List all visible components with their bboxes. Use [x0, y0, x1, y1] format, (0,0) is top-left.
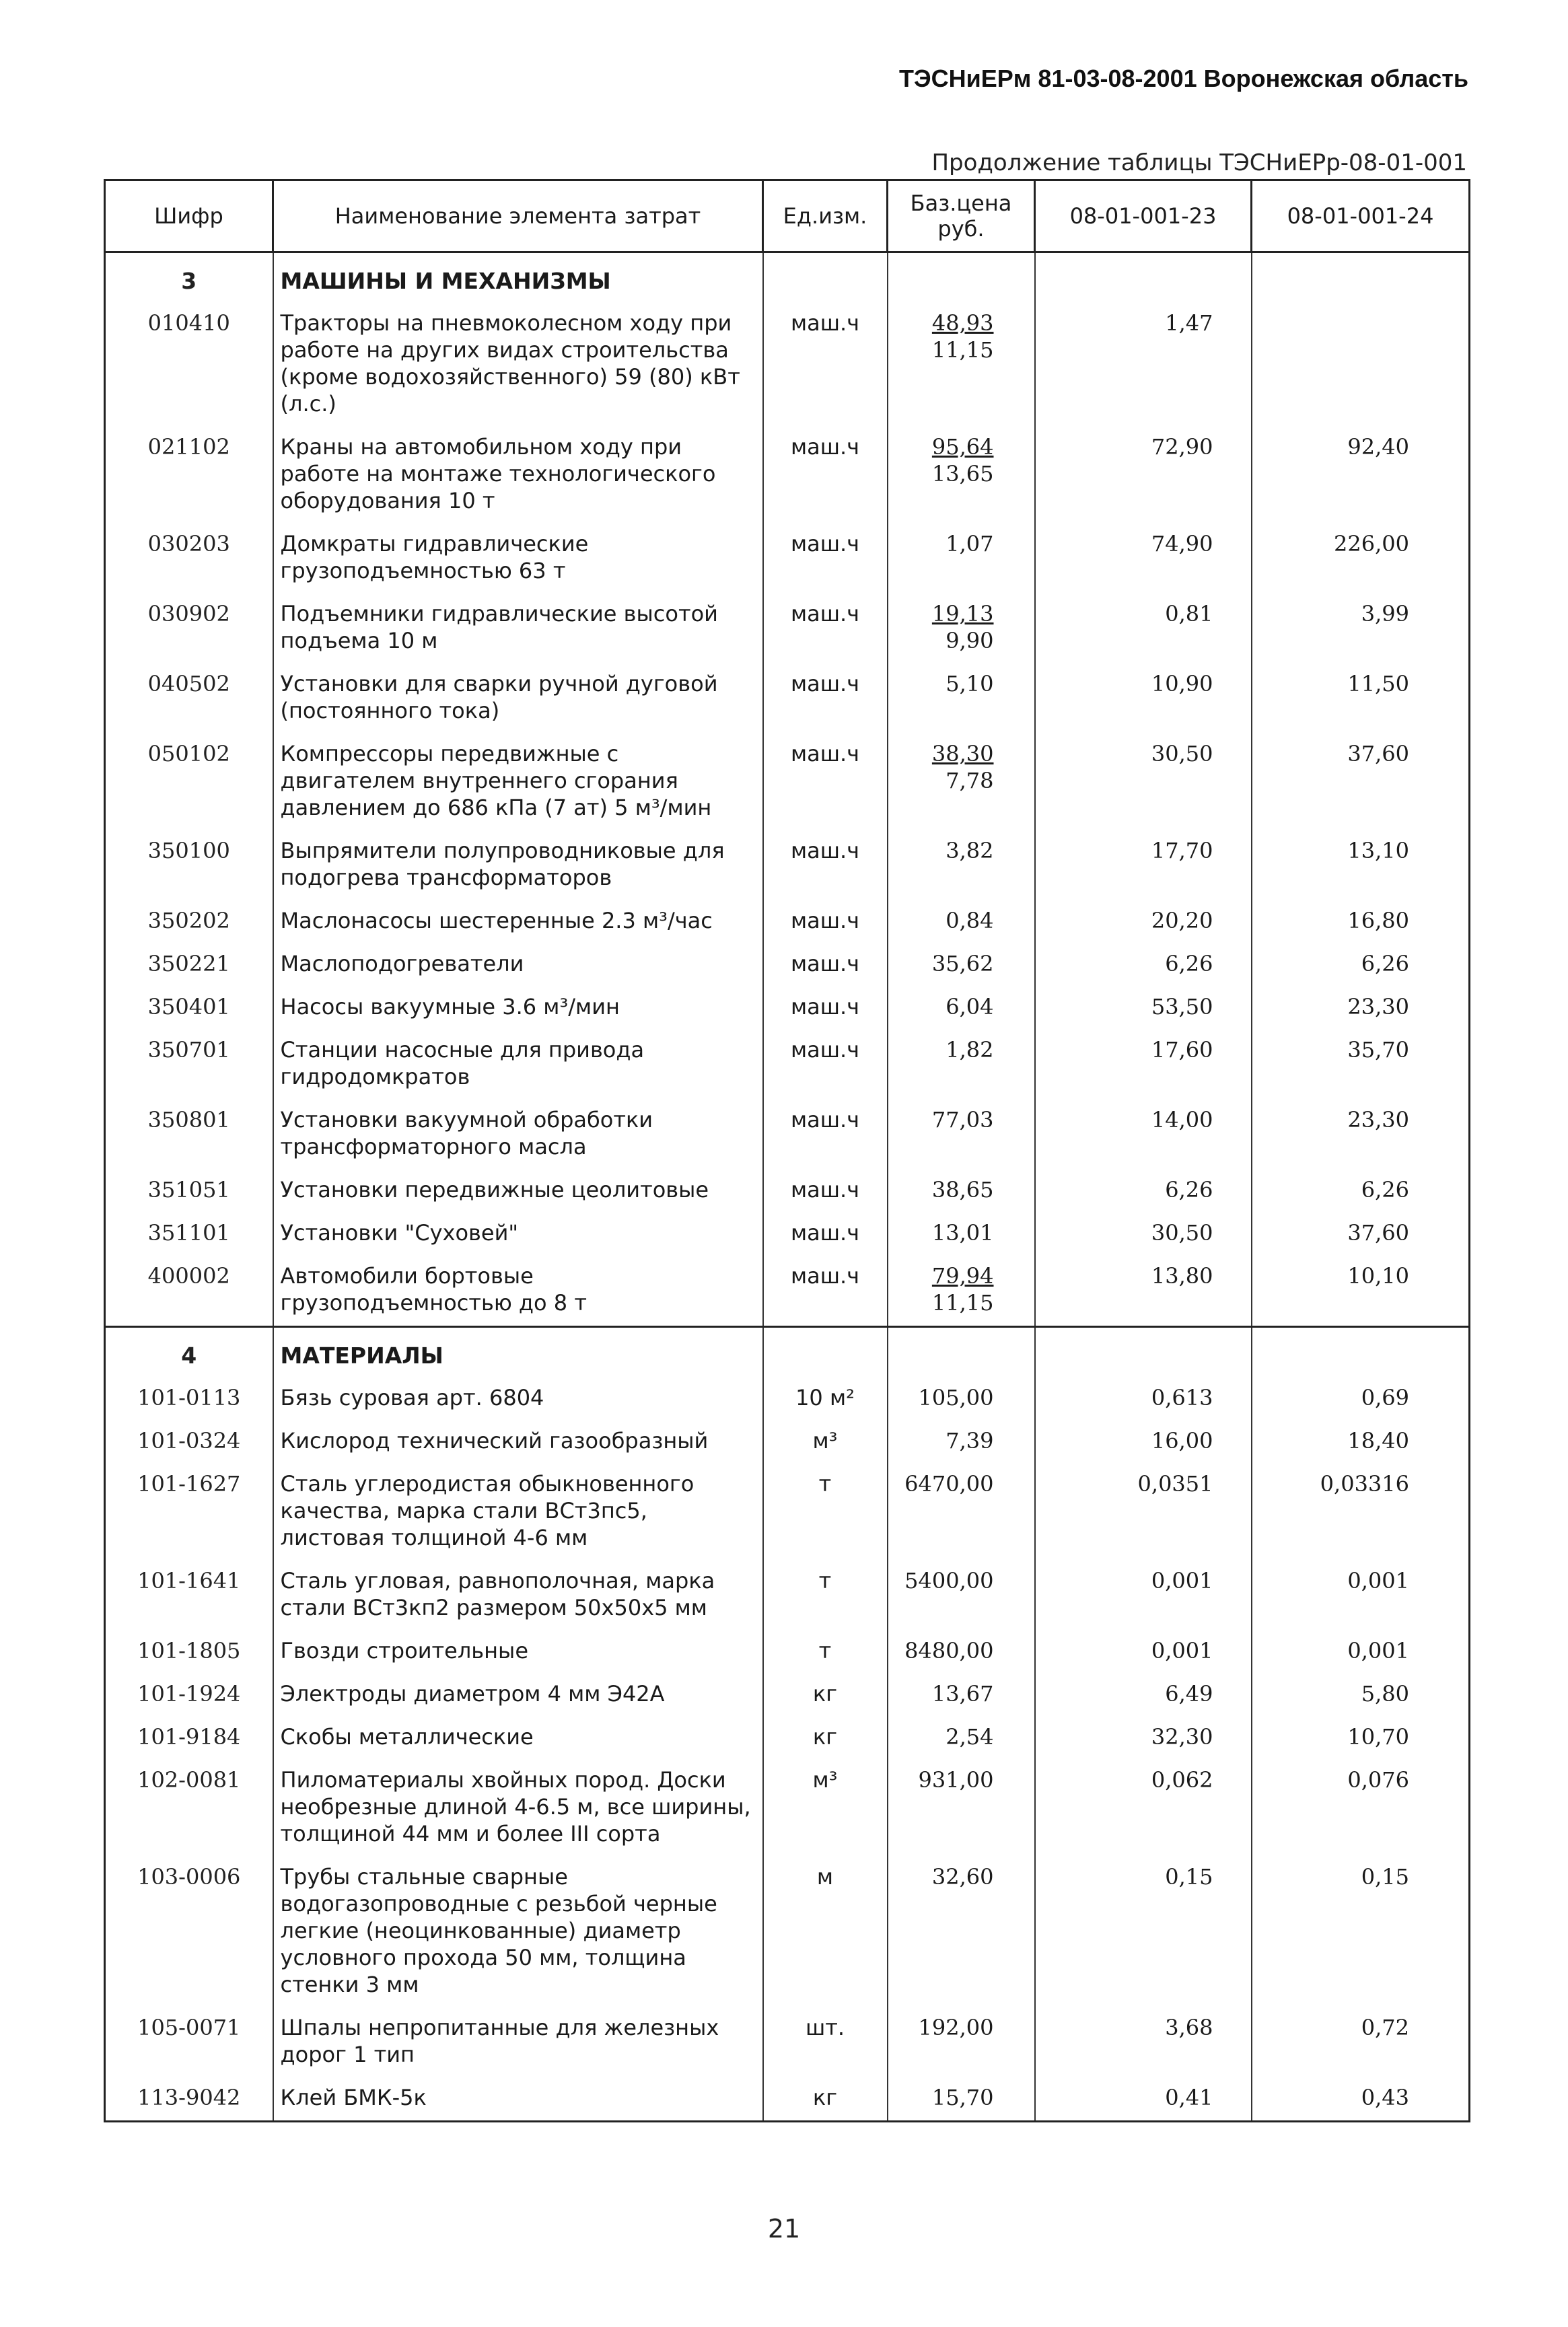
column-header-rate-23: 08-01-001-23: [1035, 180, 1252, 252]
price-value: 15,70: [931, 2085, 994, 2110]
table-row: [105, 2007, 1470, 2077]
cell-rate-24: 0,43: [1252, 2077, 1470, 2122]
cell-rate-23: 0,0351: [1035, 1464, 1252, 1561]
cell-name: Маслоподогреватели: [273, 943, 763, 987]
cell-name: Установки для сварки ручной дуговой (постоянного тока): [273, 664, 763, 733]
cell-unit: маш.ч: [763, 900, 888, 943]
table-row: [105, 1464, 1470, 1561]
cell-rate-23: 72,90: [1035, 427, 1252, 524]
section-empty-cell: [1035, 252, 1252, 303]
cell-rate-23: 6,26: [1035, 1170, 1252, 1213]
cost-table: [104, 179, 1470, 2122]
cell-code: 101-1627: [105, 1464, 273, 1561]
cell-rate-24: 0,69: [1252, 1377, 1470, 1421]
cell-code: 350401: [105, 987, 273, 1030]
cell-price: [888, 1857, 1035, 2007]
cell-unit: маш.ч: [763, 987, 888, 1030]
cell-rate-24: 92,40: [1252, 427, 1470, 524]
section-empty-cell: [1252, 1327, 1470, 1378]
cell-code: 400002: [105, 1256, 273, 1327]
cell-rate-23: 0,41: [1035, 2077, 1252, 2122]
cell-code: 351101: [105, 1213, 273, 1256]
cell-rate-23: 0,001: [1035, 1631, 1252, 1674]
cell-name: Сталь угловая, равнополочная, марка стали ВСт3кп2 размером 50x50x5 мм: [273, 1561, 763, 1631]
cell-rate-23: 14,00: [1035, 1100, 1252, 1170]
price-value: 95,64: [931, 434, 994, 460]
cell-unit: шт.: [763, 2007, 888, 2077]
cell-name: Автомобили бортовые грузоподъемностью до 8 т: [273, 1256, 763, 1327]
cell-name: Трубы стальные сварные водогазопроводные с резьбой черные легкие (неоцинкованные) диаметр условного прохода 50 мм, толщина стенки 3 мм: [273, 1857, 763, 2007]
cell-code: 101-1805: [105, 1631, 273, 1674]
cell-name: Пиломатериалы хвойных пород. Доски необрезные длиной 4-6.5 м, все ширины, толщиной 44 мм и более III сорта: [273, 1760, 763, 1857]
price-value: 931,00: [918, 1767, 994, 1793]
cell-rate-23: 0,15: [1035, 1857, 1252, 2007]
cell-price: [888, 1464, 1035, 1561]
column-header-code: Шифр: [105, 180, 273, 252]
cell-price: [888, 1170, 1035, 1213]
price-wage-value: 11,15: [931, 337, 994, 363]
table-row: [105, 830, 1470, 900]
cell-rate-23: 0,001: [1035, 1561, 1252, 1631]
table-row: [105, 1213, 1470, 1256]
price-wage-value: 9,90: [946, 628, 994, 653]
price-value: 77,03: [931, 1107, 994, 1133]
cell-rate-23: 0,613: [1035, 1377, 1252, 1421]
cell-name: Гвозди строительные: [273, 1631, 763, 1674]
cell-code: 105-0071: [105, 2007, 273, 2077]
cell-code: 350202: [105, 900, 273, 943]
cell-price: [888, 1213, 1035, 1256]
section-empty-cell: [1035, 1327, 1252, 1378]
cell-unit: маш.ч: [763, 943, 888, 987]
cell-unit: кг: [763, 2077, 888, 2122]
section-title: МАТЕРИАЛЫ: [273, 1327, 763, 1378]
cell-rate-24: 3,99: [1252, 594, 1470, 664]
table-row: [105, 900, 1470, 943]
cell-price: [888, 1760, 1035, 1857]
cell-unit: м³: [763, 1760, 888, 1857]
cell-unit: маш.ч: [763, 664, 888, 733]
table-header-row: [105, 180, 1470, 252]
cell-rate-23: 32,30: [1035, 1717, 1252, 1760]
cell-rate-23: 3,68: [1035, 2007, 1252, 2077]
table-body: [105, 252, 1470, 2122]
price-value: 105,00: [918, 1385, 994, 1410]
cell-rate-23: 13,80: [1035, 1256, 1252, 1327]
section-empty-cell: [763, 252, 888, 303]
cell-unit: маш.ч: [763, 1213, 888, 1256]
column-header-name: Наименование элемента затрат: [273, 180, 763, 252]
cell-rate-24: 37,60: [1252, 733, 1470, 830]
cell-price: [888, 427, 1035, 524]
cell-rate-24: 10,10: [1252, 1256, 1470, 1327]
cell-code: 030203: [105, 524, 273, 594]
cell-price: [888, 524, 1035, 594]
cell-price: [888, 987, 1035, 1030]
cell-code: 030902: [105, 594, 273, 664]
price-value: 19,13: [931, 601, 994, 626]
table-row: [105, 1100, 1470, 1170]
cell-rate-24: 37,60: [1252, 1213, 1470, 1256]
cell-price: [888, 733, 1035, 830]
cell-price: [888, 2077, 1035, 2122]
cell-unit: маш.ч: [763, 524, 888, 594]
table-row: [105, 1674, 1470, 1717]
cell-rate-24: 6,26: [1252, 943, 1470, 987]
cell-name: Установки передвижные цеолитовые: [273, 1170, 763, 1213]
table-row: [105, 664, 1470, 733]
cell-unit: т: [763, 1631, 888, 1674]
price-value: 1,07: [946, 531, 994, 557]
cell-rate-23: 0,81: [1035, 594, 1252, 664]
cell-code: 350801: [105, 1100, 273, 1170]
cell-code: 101-0324: [105, 1421, 273, 1464]
cell-rate-24: 11,50: [1252, 664, 1470, 733]
cell-code: 103-0006: [105, 1857, 273, 2007]
cell-unit: маш.ч: [763, 1100, 888, 1170]
cell-name: Домкраты гидравлические грузоподъемностью 63 т: [273, 524, 763, 594]
cell-price: [888, 594, 1035, 664]
cell-name: Клей БМК-5к: [273, 2077, 763, 2122]
price-value: 38,30: [931, 741, 994, 766]
cell-name: Бязь суровая арт. 6804: [273, 1377, 763, 1421]
cell-price: [888, 1717, 1035, 1760]
cell-price: [888, 1631, 1035, 1674]
cell-price: [888, 1561, 1035, 1631]
cell-name: Шпалы непропитанные для железных дорог 1 тип: [273, 2007, 763, 2077]
table-row: [105, 1170, 1470, 1213]
table-row: [105, 1561, 1470, 1631]
cell-price: [888, 1256, 1035, 1327]
cell-code: 350701: [105, 1030, 273, 1100]
price-value: 79,94: [931, 1263, 994, 1289]
price-value: 5400,00: [904, 1568, 994, 1594]
cell-unit: маш.ч: [763, 1030, 888, 1100]
cell-name: Выпрямители полупроводниковые для подогрева трансформаторов: [273, 830, 763, 900]
price-value: 32,60: [931, 1864, 994, 1890]
cell-rate-24: 226,00: [1252, 524, 1470, 594]
cell-unit: маш.ч: [763, 427, 888, 524]
cell-rate-24: 18,40: [1252, 1421, 1470, 1464]
cell-rate-24: 10,70: [1252, 1717, 1470, 1760]
document-header: ТЭСНиЕРм 81-03-08-2001 Воронежская область: [899, 65, 1468, 92]
cell-rate-23: 30,50: [1035, 1213, 1252, 1256]
price-value: 192,00: [918, 2015, 994, 2040]
cell-name: Установки вакуумной обработки трансформаторного масла: [273, 1100, 763, 1170]
section-empty-cell: [888, 252, 1035, 303]
cell-unit: маш.ч: [763, 303, 888, 427]
section-row: [105, 252, 1470, 303]
cell-unit: кг: [763, 1717, 888, 1760]
cell-name: Краны на автомобильном ходу при работе на монтаже технологического оборудования 10 т: [273, 427, 763, 524]
cell-code: 050102: [105, 733, 273, 830]
table-row: [105, 1256, 1470, 1327]
price-value: 13,67: [931, 1681, 994, 1707]
cell-rate-23: 30,50: [1035, 733, 1252, 830]
cell-name: Сталь углеродистая обыкновенного качества, марка стали ВСт3пс5, листовая толщиной 4-6 мм: [273, 1464, 763, 1561]
cell-name: Станции насосные для привода гидродомкратов: [273, 1030, 763, 1100]
cell-unit: м: [763, 1857, 888, 2007]
cell-price: [888, 1674, 1035, 1717]
table-row: [105, 943, 1470, 987]
table-row: [105, 303, 1470, 427]
price-wage-value: 13,65: [931, 461, 994, 487]
table-row: [105, 1717, 1470, 1760]
table-row: [105, 524, 1470, 594]
cell-rate-24: 23,30: [1252, 1100, 1470, 1170]
table-row: [105, 1377, 1470, 1421]
cell-code: 101-1924: [105, 1674, 273, 1717]
cell-name: Установки "Суховей": [273, 1213, 763, 1256]
section-empty-cell: [1252, 252, 1470, 303]
cell-code: 101-9184: [105, 1717, 273, 1760]
cell-rate-24: 0,15: [1252, 1857, 1470, 2007]
cell-rate-24: 0,03316: [1252, 1464, 1470, 1561]
cell-name: Маслонасосы шестеренные 2.3 м³/час: [273, 900, 763, 943]
section-title: МАШИНЫ И МЕХАНИЗМЫ: [273, 252, 763, 303]
price-value: 7,39: [946, 1428, 994, 1454]
table-row: [105, 1857, 1470, 2007]
table-row: [105, 594, 1470, 664]
cell-unit: маш.ч: [763, 1170, 888, 1213]
cell-code: 351051: [105, 1170, 273, 1213]
cell-rate-23: 17,60: [1035, 1030, 1252, 1100]
cell-rate-23: 17,70: [1035, 830, 1252, 900]
cell-code: 350100: [105, 830, 273, 900]
section-empty-cell: [888, 1327, 1035, 1378]
cell-unit: маш.ч: [763, 733, 888, 830]
price-value: 48,93: [931, 310, 994, 336]
column-header-price: Баз.цена руб.: [888, 180, 1035, 252]
cell-unit: 10 м²: [763, 1377, 888, 1421]
table-row: [105, 987, 1470, 1030]
cell-price: [888, 1030, 1035, 1100]
price-value: 1,82: [946, 1037, 994, 1063]
cell-unit: т: [763, 1561, 888, 1631]
cell-unit: кг: [763, 1674, 888, 1717]
cell-rate-24: 13,10: [1252, 830, 1470, 900]
table-row: [105, 1760, 1470, 1857]
cell-unit: маш.ч: [763, 830, 888, 900]
cell-price: [888, 664, 1035, 733]
price-value: 8480,00: [904, 1638, 994, 1663]
cell-rate-24: 23,30: [1252, 987, 1470, 1030]
section-number: 4: [105, 1327, 273, 1378]
price-wage-value: 7,78: [946, 768, 994, 793]
cell-name: Кислород технический газообразный: [273, 1421, 763, 1464]
table-row: [105, 2077, 1470, 2122]
price-value: 0,84: [946, 908, 994, 933]
table-caption: Продолжение таблицы ТЭСНиЕРр-08-01-001: [931, 149, 1467, 176]
cell-rate-24: [1252, 303, 1470, 427]
cell-code: 101-1641: [105, 1561, 273, 1631]
cell-price: [888, 1421, 1035, 1464]
cell-rate-23: 1,47: [1035, 303, 1252, 427]
price-value: 6470,00: [904, 1471, 994, 1497]
section-empty-cell: [763, 1327, 888, 1378]
table-row: [105, 1030, 1470, 1100]
cell-rate-23: 16,00: [1035, 1421, 1252, 1464]
cell-code: 040502: [105, 664, 273, 733]
price-value: 38,65: [931, 1177, 994, 1203]
cell-name: Тракторы на пневмоколесном ходу при работе на других видах строительства (кроме водохозяйственного) 59 (80) кВт (л.с.): [273, 303, 763, 427]
table-row: [105, 427, 1470, 524]
cell-price: [888, 1377, 1035, 1421]
price-value: 2,54: [946, 1724, 994, 1750]
cell-rate-23: 53,50: [1035, 987, 1252, 1030]
cell-rate-24: 0,001: [1252, 1561, 1470, 1631]
cell-price: [888, 303, 1035, 427]
cell-unit: маш.ч: [763, 594, 888, 664]
cell-price: [888, 1100, 1035, 1170]
cell-rate-24: 0,076: [1252, 1760, 1470, 1857]
table-row: [105, 733, 1470, 830]
cell-rate-23: 20,20: [1035, 900, 1252, 943]
cell-rate-24: 0,001: [1252, 1631, 1470, 1674]
cell-rate-24: 16,80: [1252, 900, 1470, 943]
table-row: [105, 1631, 1470, 1674]
cell-unit: м³: [763, 1421, 888, 1464]
cell-code: 350221: [105, 943, 273, 987]
price-value: 5,10: [946, 671, 994, 696]
table-row: [105, 1421, 1470, 1464]
cell-name: Электроды диаметром 4 мм Э42А: [273, 1674, 763, 1717]
cell-code: 010410: [105, 303, 273, 427]
cell-rate-24: 0,72: [1252, 2007, 1470, 2077]
cell-code: 102-0081: [105, 1760, 273, 1857]
cell-code: 021102: [105, 427, 273, 524]
page-number: 21: [767, 2214, 801, 2244]
cell-name: Скобы металлические: [273, 1717, 763, 1760]
section-number: 3: [105, 252, 273, 303]
cell-price: [888, 830, 1035, 900]
section-row: [105, 1327, 1470, 1378]
cell-name: Компрессоры передвижные с двигателем внутреннего сгорания давлением до 686 кПа (7 ат) 5 м³/мин: [273, 733, 763, 830]
price-value: 13,01: [931, 1220, 994, 1246]
price-wage-value: 11,15: [931, 1290, 994, 1316]
cell-rate-24: 5,80: [1252, 1674, 1470, 1717]
cell-rate-23: 6,49: [1035, 1674, 1252, 1717]
price-value: 6,04: [946, 994, 994, 1019]
cell-rate-24: 6,26: [1252, 1170, 1470, 1213]
cell-name: Подъемники гидравлические высотой подъема 10 м: [273, 594, 763, 664]
cell-rate-23: 0,062: [1035, 1760, 1252, 1857]
column-header-unit: Ед.изм.: [763, 180, 888, 252]
cell-price: [888, 943, 1035, 987]
cell-rate-24: 35,70: [1252, 1030, 1470, 1100]
cell-unit: маш.ч: [763, 1256, 888, 1327]
cell-price: [888, 900, 1035, 943]
cell-code: 101-0113: [105, 1377, 273, 1421]
cell-rate-23: 10,90: [1035, 664, 1252, 733]
cell-code: 113-9042: [105, 2077, 273, 2122]
column-header-rate-24: 08-01-001-24: [1252, 180, 1470, 252]
cell-unit: т: [763, 1464, 888, 1561]
cell-rate-23: 6,26: [1035, 943, 1252, 987]
cell-rate-23: 74,90: [1035, 524, 1252, 594]
cell-price: [888, 2007, 1035, 2077]
price-value: 35,62: [931, 951, 994, 976]
cell-name: Насосы вакуумные 3.6 м³/мин: [273, 987, 763, 1030]
price-value: 3,82: [946, 838, 994, 863]
